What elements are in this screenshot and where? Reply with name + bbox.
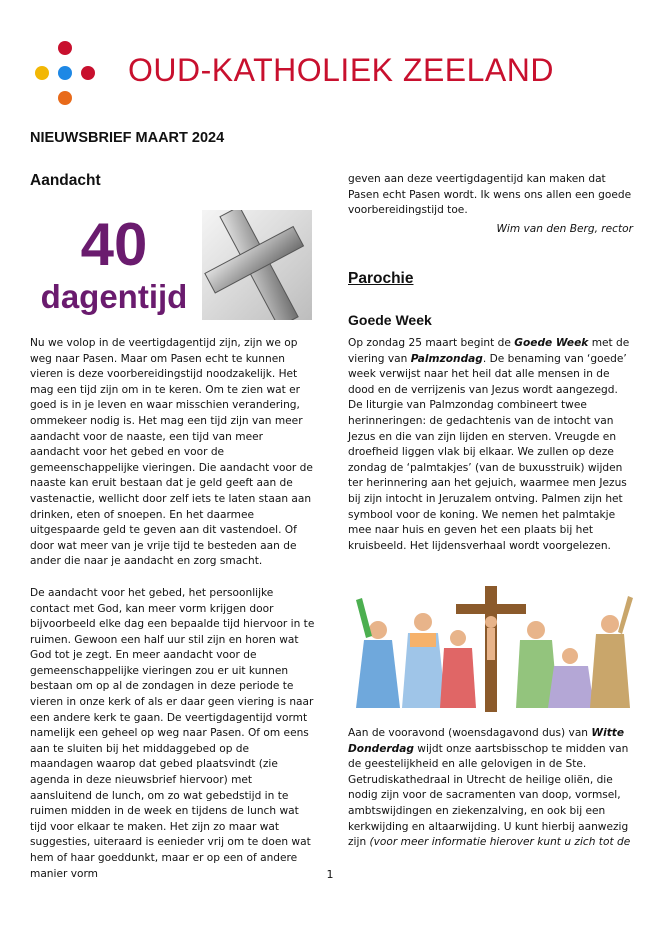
logo-dots [30,40,100,110]
wd-emphasis-witte-donderdag: Witte Donderdag [348,727,625,755]
witte-donderdag-body [348,726,633,851]
image-number: 40 [80,211,148,278]
wd-text-2: wijdt onze aartsbisschop te midden van de geestelijkheid en alle gelovigen in de Ste. Getrudiskathedraal in Utrecht de heilige oliën, die nodig zijn voor de sacramenten van doop, vormsel, ambtswijdingen en ziekenzalving, en ook bij een kerkwijding en altaarwijding. U kunt hierbij aanwezig zijn [348,742,629,849]
aandacht-continuation [348,172,633,237]
figure-5 [548,648,594,708]
crucified-head [485,616,497,628]
gw-text-3: . De benaming van ‘goede’ week verwijst naar het heil dat alle mensen in de dood en de verrijzenis van Jezus wordt aangezegd. De liturgie van Palmzondag combineert twee herinneringen: de gedachtenis van de intocht van Jezus en die van zijn lijden en sterven. Vreugde en droefheid liggen vlak bij elkaar. We zullen op deze zondag de ‘palmtakjes’ (van de buxusstruik) wijden ter herinnering aan het gejuich, waarmee men Jezus bij zijn intocht in Jeruzalem ontving. Palmen zijn het symbool voor de koning. We nemen het palmtakje mee naar huis en geven het een plaats bij het kruisbeeld. Het lijdensverhaal wordt voorgelezen. [348,352,627,552]
figure-1 [356,598,400,708]
section-heading-aandacht: Aandacht [30,172,101,189]
aandacht-paragraph-2: De aandacht voor het gebed, het persoonlijke contact met God, kan meer vorm krijgen door bijvoorbeeld elke dag een bepaalde tijd hiervoor in te ruimen. Gewoon een half uur stil zijn en horen wat God tot je zegt. En meer aandacht voor de gemeenschappelijke vieringen zou er uit kunnen bestaan om op al de zondagen in deze periode te vieren in onze kerk of als er daar geen viering is naar een andere kerk te gaan. De veertigdagentijd vormt namelijk een geheel op weg naar Pasen. Of om eens aan te sluiten bij het middaggebed op de maandagen waarop dat gebed plaatsvindt (zie agenda in deze nieuwsbrief hiervoor) met aansluitend de lunch, om zo wat gebedstijd in te ruimen midden in de week en tijdens de lunch wat tijd voor elkaar te maken. Het zijn zo maar wat suggesties, uiteraard is eenieder vrij om te doen wat hem of haar goeddunkt, maar er op een of andere manier vorm [30,586,315,880]
signature: Wim van den Berg, rector [496,222,633,235]
wd-italic-note: (voor meer informatie hierover kunt u zich tot de [369,836,631,849]
continuation-text: geven aan deze veertigdagentijd kan maken dat Pasen echt Pasen wordt. Ik wens ons allen een goede voorbereidingstijd toe. [348,173,632,217]
wd-text-1: Aan de vooravond (woensdagavond dus) van [348,727,592,739]
gw-emphasis-goede-week: Goede Week [514,337,589,349]
gw-text-2: met de viering van [348,337,630,365]
aandacht-body [30,336,315,898]
cross-image [202,210,312,320]
image-word: dagentijd [40,278,188,315]
gw-emphasis-palmzondag: Palmzondag [410,352,483,365]
aandacht-paragraph-1: Nu we volop in de veertigdagentijd zijn, zijn we op weg naar Pasen. Maar om Pasen echt te kunnen vieren is deze voorbereidingstijd noodzakelijk. Het mag een tijd zijn om in te keren. Om te zien wat er goed is in je leven en waar misschien verandering, ommekeer nodig is. Het mag een tijd zijn van meer aandacht voor de naaste, een tijd van meer aandacht voor het gebed en voor de gemeenschappelijke vieringen. Die aandacht voor de naaste kan eruit bestaan dat je geld geeft aan de vastenactie, wellicht door zelf iets te laten staan aan drinken, eten of snoepen. En het daarmee uitgespaarde geld te geven aan dit vastendoel. Of door wat meer van je vrije tijd te besteden aan de ander die naar je aandacht en zorg smacht. [30,337,313,568]
cross-beam-horizontal [456,604,526,614]
palm-sunday-illustration [348,578,633,713]
figure-6 [590,596,633,708]
newsletter-title: NIEUWSBRIEF MAART 2024 [30,130,225,146]
figure-3 [440,630,476,708]
forty-days-image [32,210,197,315]
gw-text-1: Op zondag 25 maart begint de [348,337,515,349]
goede-week-body [348,336,633,554]
page-number: 1 [326,868,334,881]
logo-text: OUD-KATHOLIEK ZEELAND [128,52,554,88]
section-heading-parochie: Parochie [348,270,414,287]
figure-2 [402,613,446,708]
subheading-goede-week: Goede Week [348,312,432,328]
